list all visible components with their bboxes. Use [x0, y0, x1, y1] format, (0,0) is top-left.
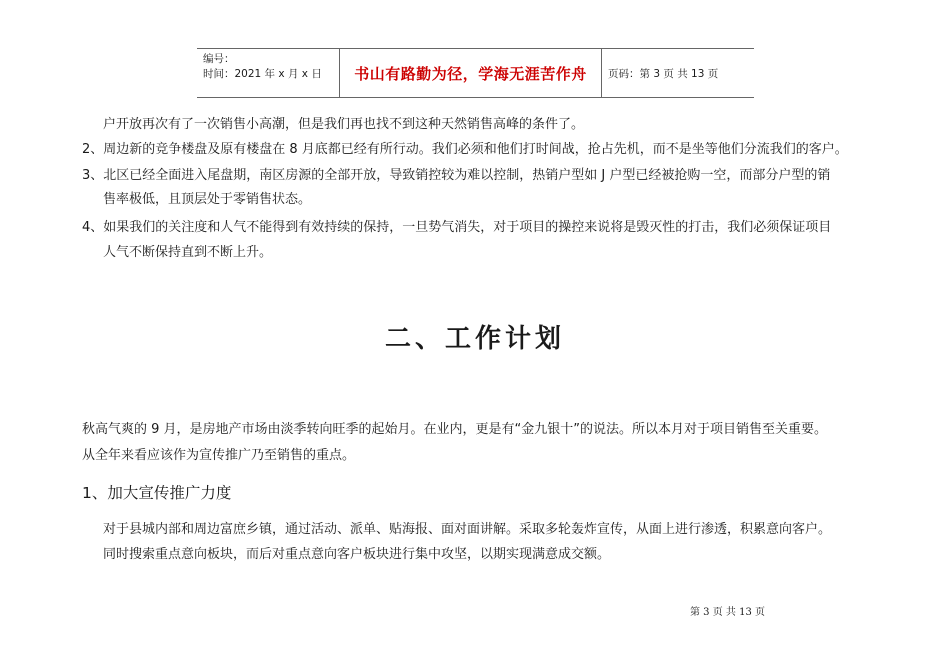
list-item-4-line-1: 4、如果我们的关注度和人气不能得到有效持续的保持，一旦势气消失，对于项目的操控来说将是毁灭性的打击，我们必须保证项目 — [82, 220, 832, 235]
list-item-2: 2、周边新的竞争楼盘及原有楼盘在 8 月底都已经有所行动。我们必须和他们打时间战，抢占先机，而不是坐等他们分流我们的客户。 — [82, 142, 848, 157]
page-header — [197, 48, 754, 98]
header-meta — [197, 49, 340, 97]
paragraph-line-1: 对于县城内部和周边富庶乡镇，通过活动、派单、贴海报、面对面讲解。采取多轮轰炸宣传，从面上进行渗透，积累意向客户。 — [103, 522, 832, 537]
body-line: 户开放再次有了一次销售小高潮，但是我们再也找不到这种天然销售高峰的条件了。 — [103, 117, 585, 132]
list-item-3-line-1: 3、北区已经全面进入尾盘期，南区房源的全部开放，导致销控较为难以控制，热销户型如 J 户型已经被抢购一空，而部分户型的销 — [82, 168, 831, 183]
header-motto: 书山有路勤为径，学海无涯苦作舟 — [340, 49, 602, 97]
paragraph-line-2: 同时搜索重点意向板块，而后对重点意向客户板块进行集中攻坚，以期实现满意成交额。 — [103, 547, 611, 562]
list-item-3-line-2: 售率极低，且顶层处于零销售状态。 — [103, 192, 312, 207]
header-time-label: 时间：2021 年 x 月 x 日 — [203, 68, 322, 80]
intro-line-2: 从全年来看应该作为宣传推广乃至销售的重点。 — [82, 448, 356, 463]
header-page-label: 页码：第 3 页 共 13 页 — [608, 67, 719, 80]
list-item-4-line-2: 人气不断保持直到不断上升。 — [103, 245, 273, 260]
header-number-label: 编号： — [203, 53, 235, 65]
subheading: 1、加大宣传推广力度 — [82, 484, 232, 502]
section-title: 二、工作计划 — [384, 324, 565, 354]
intro-line-1: 秋高气爽的 9 月，是房地产市场由淡季转向旺季的起始月。在业内，更是有“金九银十”的说法。所以本月对于项目销售至关重要。 — [82, 422, 828, 437]
page-footer: 第 3 页 共 13 页 — [690, 607, 765, 618]
